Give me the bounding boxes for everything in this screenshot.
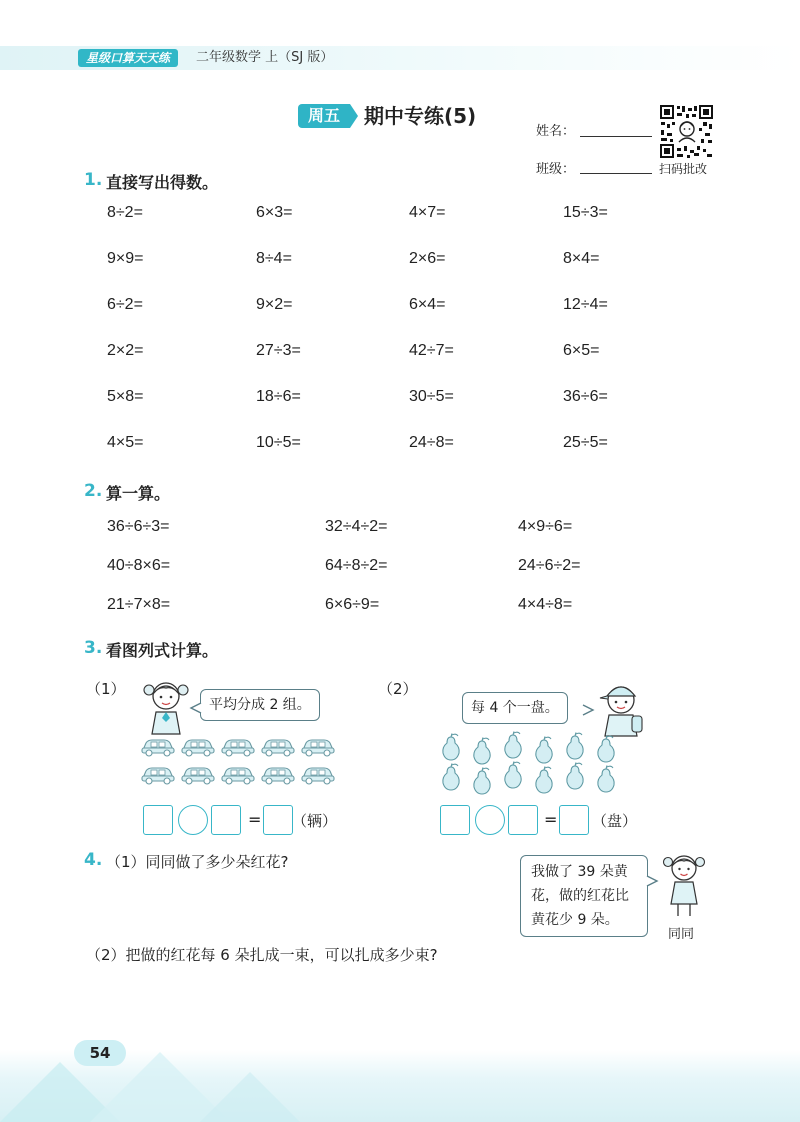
part-2-label: （2） <box>378 680 418 698</box>
pear-icon <box>533 766 555 794</box>
answer-box-3[interactable] <box>440 805 470 835</box>
car-icon <box>180 765 216 785</box>
problem-expression: 8÷4= <box>256 250 292 267</box>
problem-expression: 9×9= <box>107 250 144 267</box>
section-4-question-2: （2）把做的红花每 6 朵扎成一束，可以扎成多少束? <box>86 946 438 964</box>
problem-expression: 32÷4÷2= <box>325 518 388 535</box>
series-tag: 星级口算天天练 <box>78 49 178 67</box>
pear-icon <box>471 767 493 795</box>
bubble-pointer-icon <box>191 703 201 713</box>
problem-expression: 6×5= <box>563 342 600 359</box>
pear-icon <box>595 765 617 793</box>
car-icon <box>300 765 336 785</box>
boy-cap-icon <box>594 676 648 738</box>
unit-label-2: （盘） <box>592 812 638 830</box>
name-field[interactable] <box>580 136 652 137</box>
problem-expression: 36÷6= <box>563 388 608 405</box>
problem-expression: 6×4= <box>409 296 446 313</box>
class-field[interactable] <box>580 173 652 174</box>
problem-expression: 6×6÷9= <box>325 596 380 613</box>
problem-expression: 8×4= <box>563 250 600 267</box>
problem-expression: 9×2= <box>256 296 293 313</box>
car-icon <box>300 737 336 757</box>
girl-pigtails-icon <box>140 676 192 736</box>
pear-icon <box>564 732 586 760</box>
pear-icon <box>502 731 524 759</box>
section-2-number: 2. <box>84 481 103 501</box>
bubble-line: 黄花少 9 朵。 <box>531 912 619 928</box>
section-1-number: 1. <box>84 170 103 190</box>
problem-expression: 6÷2= <box>107 296 143 313</box>
problem-expression: 24÷8= <box>409 434 454 451</box>
pear-icon <box>440 763 462 791</box>
car-icon <box>220 737 256 757</box>
problem-expression: 6×3= <box>256 204 293 221</box>
problem-expression: 4×9÷6= <box>518 518 573 535</box>
bubble-line: 花，做的红花比 <box>531 888 629 904</box>
problem-expression: 64÷8÷2= <box>325 557 388 574</box>
day-tag-arrow <box>350 104 358 128</box>
problem-expression: 27÷3= <box>256 342 301 359</box>
day-tag: 周五 <box>298 104 350 128</box>
pear-icon <box>533 736 555 764</box>
car-icon <box>180 737 216 757</box>
car-icon <box>220 765 256 785</box>
pear-icon <box>595 735 617 763</box>
class-label: 班级： <box>536 162 576 177</box>
problem-expression: 4×4÷8= <box>518 596 573 613</box>
section-4-question-1: （1）同同做了多少朵红花? <box>106 853 289 871</box>
answer-box-1[interactable] <box>143 805 173 835</box>
name-label: 姓名： <box>536 124 576 139</box>
pear-icon <box>440 733 462 761</box>
pear-icon <box>502 761 524 789</box>
section-1-title: 直接写出得数。 <box>106 173 219 192</box>
problem-expression: 24÷6÷2= <box>518 557 581 574</box>
section-3-number: 3. <box>84 638 103 658</box>
person-name: 同同 <box>668 927 695 942</box>
problem-expression: 2×6= <box>409 250 446 267</box>
scan-label: 扫码批改 <box>659 162 708 176</box>
bubble-pointer-icon <box>647 876 657 886</box>
answer-box-result[interactable] <box>263 805 293 835</box>
operator-circle[interactable] <box>178 805 208 835</box>
section-2-title: 算一算。 <box>106 484 171 503</box>
problem-expression: 30÷5= <box>409 388 454 405</box>
problem-expression: 40÷8×6= <box>107 557 171 574</box>
pear-icon <box>564 762 586 790</box>
section-3-title: 看图列式计算。 <box>106 641 219 660</box>
problem-expression: 5×8= <box>107 388 144 405</box>
answer-box-result-2[interactable] <box>559 805 589 835</box>
problem-expression: 12÷4= <box>563 296 608 313</box>
problem-expression: 42÷7= <box>409 342 454 359</box>
book-title: 二年级数学 上（SJ 版） <box>196 50 334 65</box>
qr-code-icon[interactable] <box>659 104 714 159</box>
part-2-bubble: 每 4 个一盘。 <box>462 692 568 724</box>
problem-expression: 8÷2= <box>107 204 143 221</box>
problem-expression: 4×7= <box>409 204 446 221</box>
answer-box-2[interactable] <box>211 805 241 835</box>
car-icon <box>140 737 176 757</box>
problem-expression: 21÷7×8= <box>107 596 171 613</box>
bubble-pointer-icon <box>583 705 593 715</box>
car-icon <box>260 765 296 785</box>
section-4-number: 4. <box>84 850 103 870</box>
car-icon <box>140 765 176 785</box>
part-1-label: （1） <box>86 680 126 698</box>
section-4-bubble <box>520 855 648 937</box>
problem-expression: 36÷6÷3= <box>107 518 170 535</box>
bubble-line: 我做了 39 朵黄 <box>531 864 628 880</box>
girl-tongtong-icon <box>660 850 708 920</box>
page-number: 54 <box>89 1044 111 1062</box>
car-icon <box>260 737 296 757</box>
equals-sign-2: = <box>544 810 558 829</box>
page-title: 期中专练(5) <box>364 104 477 128</box>
operator-circle-2[interactable] <box>475 805 505 835</box>
problem-expression: 15÷3= <box>563 204 608 221</box>
footer-decoration-icon <box>0 1042 300 1122</box>
problem-expression: 10÷5= <box>256 434 301 451</box>
problem-expression: 18÷6= <box>256 388 301 405</box>
problem-expression: 2×2= <box>107 342 144 359</box>
equals-sign: = <box>248 810 262 829</box>
answer-box-4[interactable] <box>508 805 538 835</box>
problem-expression: 25÷5= <box>563 434 608 451</box>
pear-icon <box>471 737 493 765</box>
problem-expression: 4×5= <box>107 434 144 451</box>
part-1-bubble: 平均分成 2 组。 <box>200 689 320 721</box>
unit-label: （辆） <box>292 812 338 830</box>
